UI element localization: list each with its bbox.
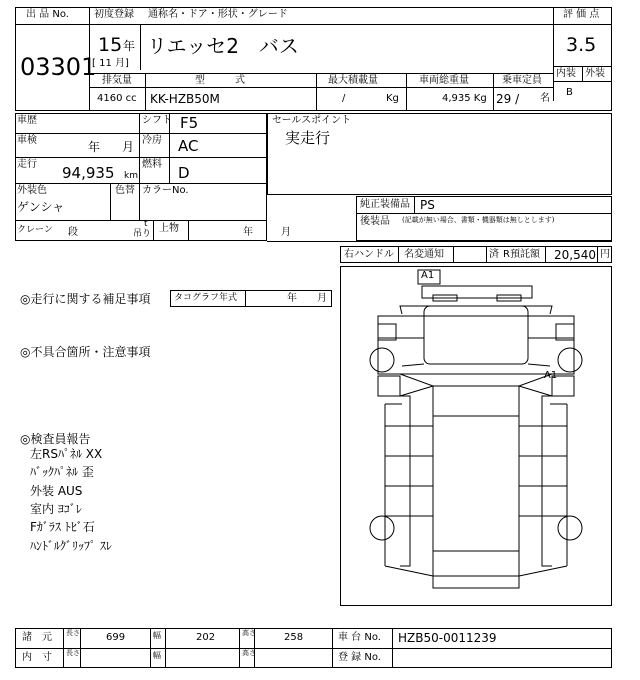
max-load-unit: Kg bbox=[386, 93, 399, 104]
tachograph-year: 年 bbox=[287, 293, 297, 304]
inspector-report-line: ﾊﾞｯｸﾊﾟﾈﾙ 歪 bbox=[30, 465, 94, 479]
steering-side: 右ハンドル bbox=[344, 249, 394, 260]
max-load-slash: / bbox=[342, 93, 346, 104]
reg-month: [ 11 月] bbox=[92, 58, 129, 69]
inner-length-label: 長さ bbox=[66, 649, 80, 657]
recycle-fee-label: R預託額 bbox=[503, 249, 540, 260]
damage-marker-side: A1 bbox=[544, 370, 558, 381]
displacement-label: 排気量 bbox=[102, 75, 132, 86]
aftermarket-note: (記載が無い場合、書類・機器類は無しとします) bbox=[402, 216, 555, 224]
inspector-report-line: 左RSﾊﾟﾈﾙ XX bbox=[30, 447, 103, 461]
inspection-year: 年 bbox=[88, 140, 101, 154]
tachograph-month: 月 bbox=[317, 293, 327, 304]
oem-equipment-value: PS bbox=[420, 198, 435, 212]
car-name: リエッセ2 バス bbox=[147, 34, 299, 58]
inner-height-label: 高さ bbox=[242, 649, 256, 657]
model-value: KK-HZB50M bbox=[150, 92, 220, 106]
car-name-label: 通称名・ドア・形状・グレード bbox=[148, 9, 288, 20]
recycle-fee-value: 20,540 bbox=[554, 248, 596, 262]
recycle-fee-unit: 円 bbox=[600, 249, 610, 260]
recycle-done: 済 bbox=[489, 249, 499, 260]
color-label: 外装色 bbox=[17, 185, 47, 196]
length-label: 長さ bbox=[66, 629, 80, 637]
driving-notes-title: ◎走行に関する補足事項 bbox=[20, 292, 151, 306]
width-label: 幅 bbox=[153, 631, 161, 640]
lot-label: 出 品 No. bbox=[26, 9, 69, 20]
inspection-month: 月 bbox=[122, 140, 135, 154]
interior-label: 内装 bbox=[556, 68, 576, 79]
history-label: 車歴 bbox=[17, 115, 37, 126]
max-load-label: 最大積載量 bbox=[328, 75, 378, 86]
crane-upper-label: 上物 bbox=[159, 223, 179, 234]
mileage-value: 94,935 bbox=[62, 164, 115, 182]
chassis-label: 車 台 No. bbox=[338, 632, 381, 643]
mileage-unit: km bbox=[124, 171, 138, 181]
inspector-report-line: Fｶﾞﾗｽ ﾄﾋﾞ石 bbox=[30, 520, 95, 534]
inspector-title: ◎検査員報告 bbox=[20, 432, 91, 446]
interior-grade: B bbox=[566, 87, 573, 98]
fuel-label: 燃料 bbox=[142, 159, 162, 170]
inspection-label: 車検 bbox=[17, 135, 37, 146]
gross-weight-label: 車両総重量 bbox=[419, 75, 469, 86]
length-value: 699 bbox=[106, 632, 126, 643]
aftermarket-label: 後装品 bbox=[360, 216, 390, 227]
color-number-label: カラーNo. bbox=[142, 185, 189, 196]
spec-label: 諸 元 bbox=[22, 632, 52, 643]
evaluation-score: 3.5 bbox=[566, 34, 597, 56]
registration-label: 登 録 No. bbox=[338, 652, 381, 663]
model-label: 型 式 bbox=[195, 75, 245, 86]
inspector-report-line: ﾊﾝﾄﾞﾙｸﾞﾘｯﾌﾟ ｽﾚ bbox=[30, 539, 112, 553]
capacity-label: 乗車定員 bbox=[502, 75, 542, 86]
width-value: 202 bbox=[196, 632, 216, 643]
defects-title: ◎不具合箇所・注意事項 bbox=[20, 345, 151, 359]
damage-marker-front: A1 bbox=[421, 270, 435, 281]
inner-dim-label: 内 寸 bbox=[22, 652, 52, 663]
capacity-unit: 名 bbox=[540, 93, 550, 104]
crane-hang: 吊り bbox=[133, 229, 152, 239]
capacity-value: 29 / bbox=[496, 92, 520, 106]
reg-year: 15 bbox=[98, 34, 123, 56]
sales-point-label: セールスポイント bbox=[272, 115, 352, 126]
oem-equipment-label: 純正装備品 bbox=[360, 199, 410, 210]
first-reg-label: 初度登録 bbox=[94, 9, 134, 20]
color-value: ゲンシャ bbox=[17, 200, 65, 214]
gross-weight-value: 4,935 Kg bbox=[442, 93, 487, 104]
name-change-label: 名変通知 bbox=[404, 249, 444, 260]
crane-year: 年 bbox=[243, 227, 253, 238]
tachograph-label: タコグラフ年式 bbox=[174, 293, 238, 303]
fuel-value: D bbox=[178, 164, 190, 182]
inspector-report-line: 室内 ﾖｺﾞﾚ bbox=[30, 502, 82, 516]
ac-label: 冷房 bbox=[142, 135, 162, 146]
height-label: 高さ bbox=[242, 629, 256, 637]
lot-number: 03301 bbox=[20, 53, 97, 81]
exterior-label: 外装 bbox=[585, 68, 605, 79]
shift-label: シフト bbox=[142, 115, 172, 126]
ac-value: AC bbox=[178, 137, 199, 155]
shift-value: F5 bbox=[180, 114, 199, 132]
evaluation-label: 評 価 点 bbox=[563, 9, 600, 20]
crane-t: t bbox=[144, 219, 148, 229]
vehicle-diagram bbox=[340, 266, 612, 606]
height-value: 258 bbox=[284, 632, 304, 643]
displacement-value: 4160 cc bbox=[97, 93, 137, 104]
color-change-label: 色替 bbox=[115, 185, 135, 196]
crane-month: 月 bbox=[281, 227, 291, 238]
reg-year-unit: 年 bbox=[123, 39, 136, 53]
crane-steps: 段 bbox=[68, 227, 78, 238]
mileage-label: 走行 bbox=[17, 159, 37, 170]
crane-label: クレーン bbox=[17, 225, 53, 235]
chassis-value: HZB50-0011239 bbox=[398, 631, 497, 645]
sales-point-value: 実走行 bbox=[285, 129, 331, 147]
inspector-report-line: 外装 AUS bbox=[30, 484, 83, 498]
inner-width-label: 幅 bbox=[153, 651, 161, 660]
